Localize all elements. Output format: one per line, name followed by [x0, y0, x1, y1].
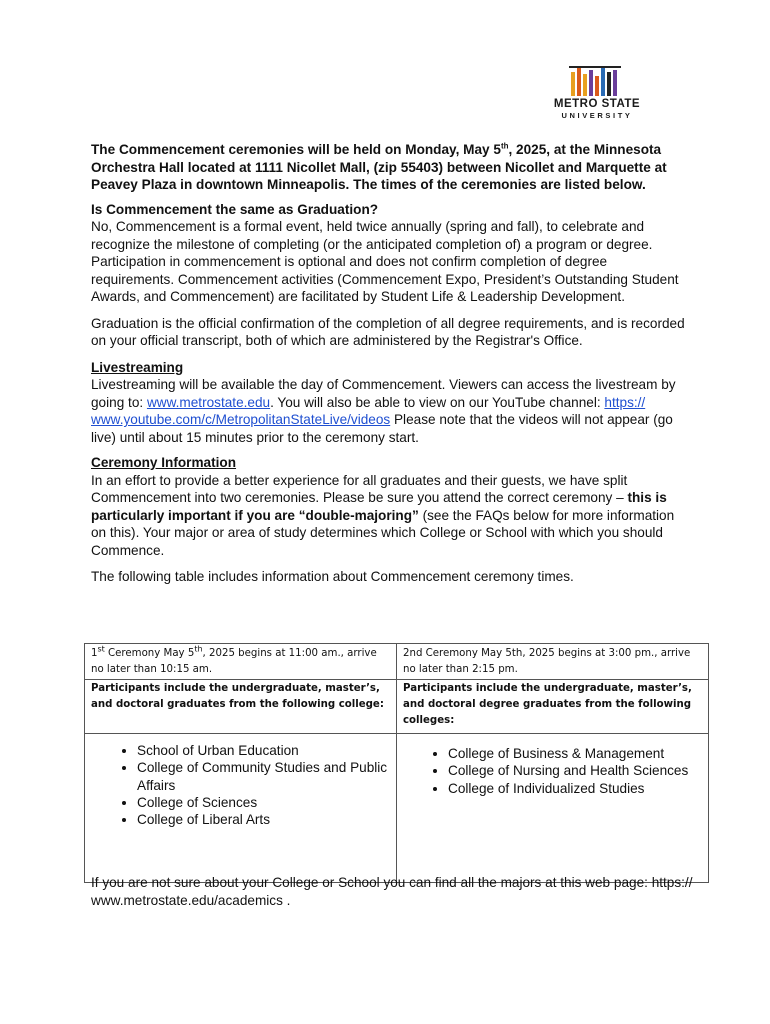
- second-college-list-cell: [397, 734, 709, 883]
- faq-question: Is Commencement the same as Graduation?: [91, 201, 379, 217]
- list-item: • College of Business & Management: [448, 745, 702, 762]
- logo-mark-icon: [569, 66, 625, 98]
- list-item: • College of Community Studies and Public Affairs: [137, 759, 390, 794]
- ceremony-info-heading: Ceremony Information: [91, 455, 237, 470]
- faq-answer: No, Commencement is a formal event, held twice annually (spring and fall), to celebrate and recognize the milestone of completing (or the anticipated completion of) a program or degree. Participation in commencement is optional and does not confirm completion of degree requirements. Commencement activities (Commencement Expo, President’s Outstanding Student Awards, and Commencement) are facilitated by Student Life & Leadership Development.: [91, 219, 679, 304]
- livestream-paragraph: [91, 376, 691, 446]
- list-item: • College of Liberal Arts: [137, 811, 390, 828]
- first-head-sup: st: [97, 644, 105, 654]
- graduation-paragraph: Graduation is the official confirmation of the completion of all degree requirements, and is recorded on your official transcript, both of which are administered by the Registrar's Office.: [91, 315, 685, 348]
- intro-sup: th: [500, 141, 509, 151]
- intro-text-1: The Commencement ceremonies will be held on Monday, May 5: [91, 142, 501, 157]
- main-content: [91, 141, 691, 592]
- list-item: • College of Individualized Studies: [448, 780, 702, 797]
- first-college-list: [91, 742, 390, 828]
- livestream-text-3: Please note that the videos will not appear (go live) until about 15 minutes prior to the ceremony start.: [91, 412, 673, 445]
- second-participants: Participants include the undergraduate, master’s, and doctoral degree graduates from the following colleges:: [397, 680, 709, 734]
- ceremony-info-paragraph: [91, 472, 691, 560]
- table-intro: The following table includes information about Commencement ceremony times.: [91, 569, 574, 584]
- footer-text: If you are not sure about your College or School you can find all the majors at this web page: https:// www.metrostate.edu/academics .: [91, 875, 693, 908]
- second-ceremony-header: 2nd Ceremony May 5th, 2025 begins at 3:00 pm., arrive no later than 2:15 pm.: [397, 644, 709, 680]
- metro-state-logo: [540, 66, 654, 122]
- first-head-a: 1: [91, 648, 98, 659]
- youtube-link[interactable]: https:// www.youtube.com/c/MetropolitanStateLive/videos: [91, 394, 646, 427]
- livestream-text-1: Livestreaming will be available the day of Commencement. Viewers can access the livestream by going to:: [91, 377, 676, 410]
- livestream-text-2: . You will also be able to view on our YouTube channel:: [270, 394, 605, 410]
- intro-text-2: , 2025, at the Minnesota Orchestra Hall located at 1111 Nicollet Mall, (zip 55403) between Nicollet and Marquette at Peavey Plaza in downtown Minneapolis. The times of the ceremonies are listed below.: [91, 142, 667, 192]
- first-college-list-cell: [85, 734, 397, 883]
- metrostate-link[interactable]: www.metrostate.edu: [146, 394, 271, 410]
- second-college-list: [403, 745, 702, 797]
- list-item: • School of Urban Education: [137, 742, 390, 759]
- logo-sub: UNIVERSITY: [561, 111, 633, 120]
- ceremony-bold: this is particularly important if you are “double-majoring”: [91, 490, 667, 523]
- first-participants: Participants include the undergraduate, master’s, and doctoral graduates from the following college:: [85, 680, 397, 734]
- livestream-heading: Livestreaming: [91, 359, 184, 375]
- first-ceremony-header: [85, 644, 397, 680]
- first-head-b: Ceremony May 5: [104, 648, 195, 659]
- logo-name: METRO STATE: [553, 98, 641, 110]
- ceremony-text-1: In an effort to provide a better experience for all graduates and their guests, we have split Commencement into two ceremonies. Please be sure you attend the correct ceremony –: [91, 472, 628, 505]
- first-head-c: , 2025 begins at 11:00 am., arrive no later than 10:15 am.: [91, 648, 377, 675]
- list-item: • College of Nursing and Health Sciences: [448, 762, 702, 779]
- first-head-sup2: th: [194, 644, 203, 654]
- intro-paragraph: [91, 141, 691, 194]
- ceremony-table: [84, 643, 709, 883]
- ceremony-text-2: (see the FAQs below for more information on this). Your major or area of study determines which College or School with which you should Commence.: [91, 507, 675, 558]
- list-item: • College of Sciences: [137, 794, 390, 811]
